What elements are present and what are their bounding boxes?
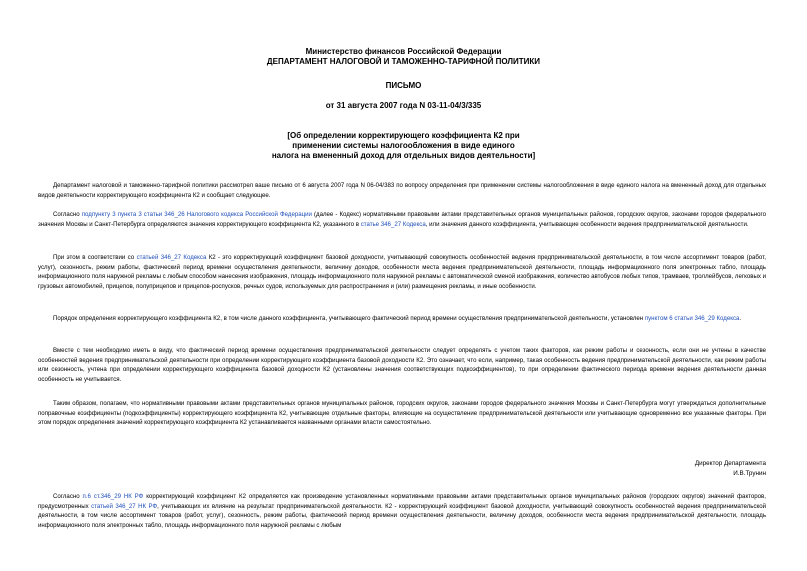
paragraph-3-text-b: К2 - это корректирующий коэффициент базовой доходности, учитывающий совокупность особенностей ведения предпринимательской деятельности, в том числе ассортимент товаров (работ, услуг), сезонность, режим работы, фактический период времени осуществления деятельности, величину доходов, особенности места ведения предпринимательской деятельности, площадь информационного поля электронных табло, площадь информационного поля наружной рекламы с любым способом нанесения изображения, площадь информационного поля наружной рекламы с автоматической сменой изображения, количество автобусов любых типов, трамваев, троллейбусов, легковых и грузовых автомобилей, прицепов, полуприцепов и прицепов-роспусков, речных судов, используемых для распространения и (или) размещения рекламы, и иные особенности. <box>38 254 766 290</box>
paragraph-6: Таким образом, полагаем, что нормативными правовыми актами представительных органов муниципальных районов, городских округов, законами городов федерального значения Москвы и Санкт-Петербурга могут утверждаться дополнительные поправочные коэффициенты (подкоэффициенты) корректирующего коэффициента К2, учитывающие отдельные факторы, влияющие на осуществление предпринимательской деятельности или учитывающие одновременно все указанные факторы. При этом порядок определения значений корректирующего коэффициента К2 устанавливается названными органами власти самостоятельно. <box>38 400 766 427</box>
paragraph-3-text-a: При этом в соответствии со <box>53 254 137 261</box>
document-title <box>200 131 607 161</box>
paragraph-3 <box>38 253 766 291</box>
paragraph-7-text-c: , учитывающих их влияние на результат предпринимательской деятельности. К2 - корректирующий коэффициент базовой доходности, учитывающий совокупность особенностей ведения предпринимательской деятельности, в том числе ассортимент товаров (работ, услуг), сезонность, режим работы, фактический период времени осуществления деятельности, величину доходов, особенности места ведения предпринимательской деятельности, площадь информационного поля электронных табло, площадь информационного поля наружной рекламы с любым <box>38 502 767 529</box>
link-nk-rf-346-27[interactable]: статьей 346_27 НК РФ <box>91 502 158 510</box>
link-article-346-27-k2[interactable]: статьей 346_27 Кодекса <box>136 254 207 261</box>
paragraph-2-text-a: Согласно <box>53 211 82 218</box>
link-tax-code-346-26[interactable]: подпункту 3 пункта 3 статьи 346_26 Налогового кодекса Российской Федерации <box>81 211 312 218</box>
document-type: ПИСЬМО <box>385 81 422 90</box>
paragraph-7-text-a: Согласно <box>53 493 83 500</box>
link-nk-rf-346-29[interactable]: п.6 ст.346_29 НК РФ <box>82 493 144 500</box>
paragraph-7-commentary <box>38 492 766 530</box>
paragraph-2 <box>38 210 766 229</box>
paragraph-4-text-b: . <box>739 315 742 322</box>
paragraph-5: Вместе с тем необходимо иметь в виду, что фактический период времени осуществления предпринимательской деятельности следует определять с учетом таких факторов, как режим работы и сезонность, если они не учтены в качестве особенностей ведения предпринимательской деятельности при определении корректирующего коэффициента базовой доходности К2. Это означает, что если, например, такая особенность ведения предпринимательской деятельности, как режим работы или сезонность, учтена при определении корректирующего коэффициента базовой доходности К2 (установлены значения соответствующих подкоэффициентов), то при определении фактического периода времени ведения деятельности данная особенность не учитывается. <box>38 347 766 383</box>
paragraph-1: Департамент налоговой и таможенно-тарифной политики рассмотрел ваше письмо от 6 августа 2007 года N 06-04/383 по вопросу определения при применении системы налогообложения в виде единого налога на вмененный доход для отдельных видов деятельности корректирующего коэффициента К2 и сообщает следующее. <box>38 182 766 199</box>
title-line-3: налога на вмененный доход для отдельных видов деятельности] <box>271 151 536 160</box>
link-article-346-27[interactable]: статье 346_27 Кодекса <box>360 220 426 228</box>
paragraph-2-text-b: (далее - Кодекс) нормативными правовыми актами представительных органов муниципальных районов, городских округов, законами городов федерального значения Москвы и Санкт-Петербурга определяются значения корректирующего коэффициента К2, указанного в <box>38 211 766 228</box>
paragraph-4 <box>38 314 766 324</box>
title-line-1: [Об определении корректирующего коэффициента К2 при <box>287 131 520 140</box>
signature-title: Директор Департамента <box>694 460 766 467</box>
paragraph-7-text-b: корректирующий коэффициент К2 определяется как произведение установленных нормативными правовыми актами представительных органов муниципальных районов (городских округов) значений факторов, предусмотренных <box>38 493 766 510</box>
ministry-name: Министерство финансов Российской Федерации <box>305 47 502 56</box>
paragraph-2-text-c: , или значения данного коэффициента, учитывающие особенности ведения предпринимательской деятельности. <box>425 220 749 228</box>
document-date-number: от 31 августа 2007 года N 03-11-04/3/335 <box>325 101 482 110</box>
link-clause-6-article-346-29[interactable]: пунктом 6 статьи 346_29 Кодекса <box>644 315 740 322</box>
signature-name: И.В.Трунин <box>733 470 766 477</box>
department-name: ДЕПАРТАМЕНТ НАЛОГОВОЙ И ТАМОЖЕННО-ТАРИФНОЙ ПОЛИТИКИ <box>266 57 541 66</box>
title-line-2: применении системы налогообложения в виде единого <box>292 141 515 150</box>
paragraph-4-text-a: Порядок определения корректирующего коэффициента К2, в том числе данного коэффициента, учитывающего фактический период времени осуществления предпринимательской деятельности, установлен <box>53 315 645 322</box>
